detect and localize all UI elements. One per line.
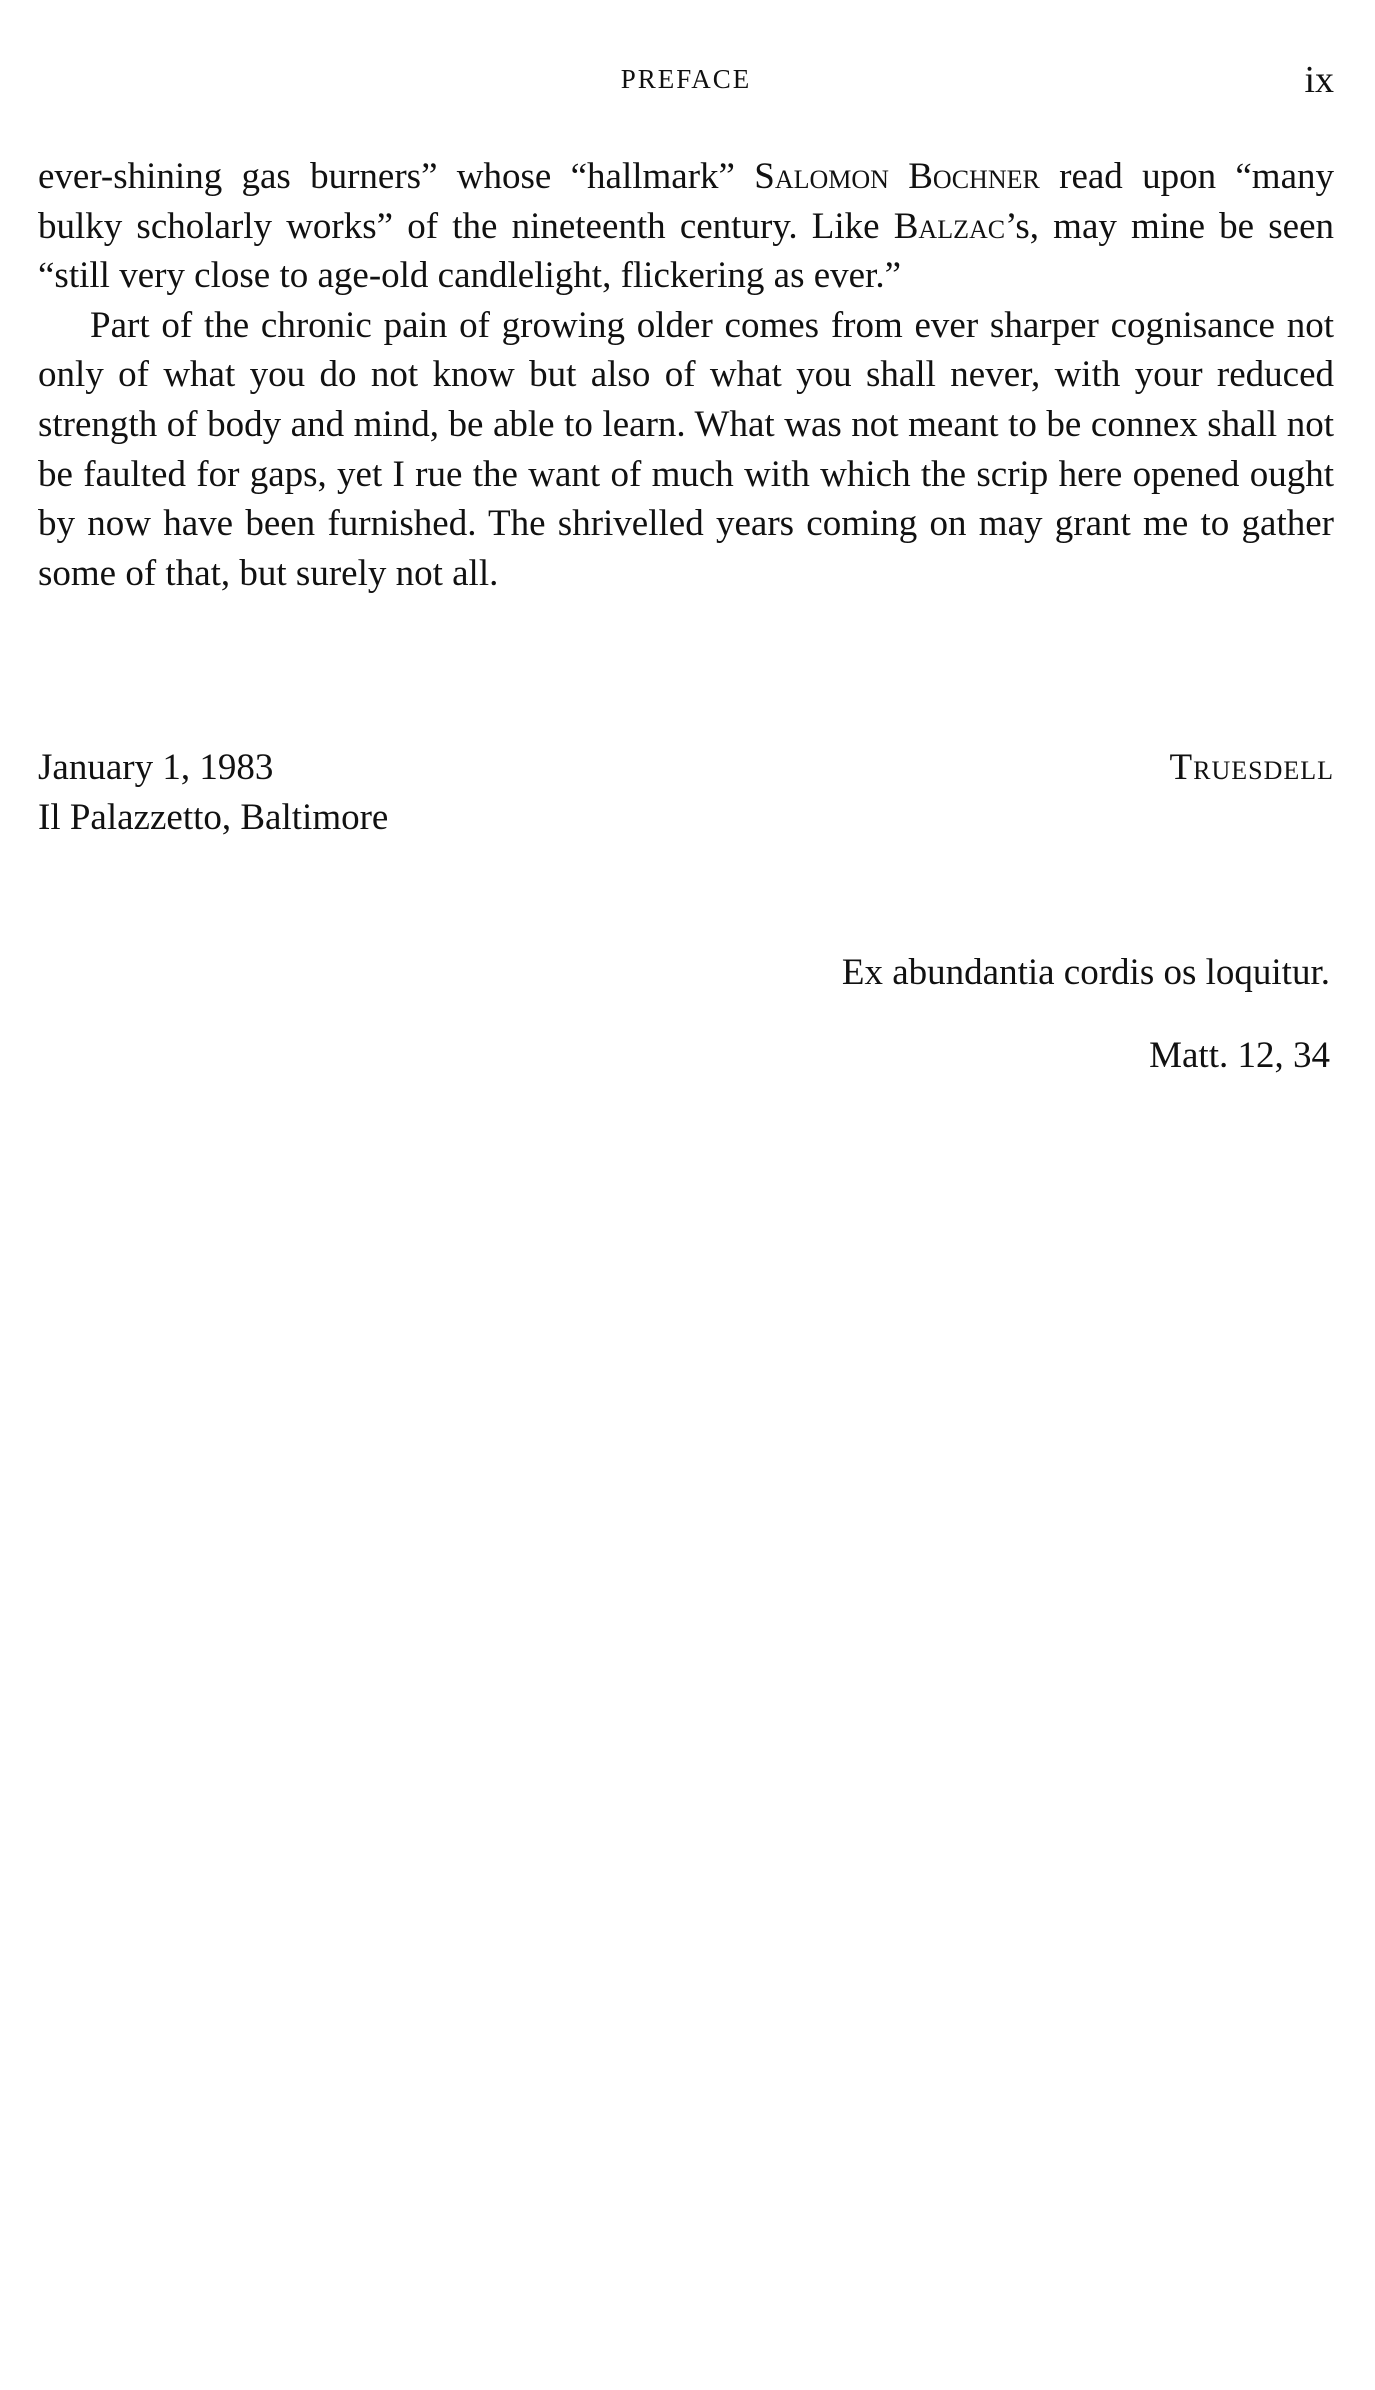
preface-body: [38, 152, 1334, 598]
running-title: PREFACE: [620, 64, 752, 94]
signoff-date: January 1, 1983: [38, 747, 274, 788]
dateline: [38, 743, 388, 842]
epigraph-quote: Ex abundantia cordis os loquitur.: [841, 952, 1330, 993]
person-name-balzac: Balzac: [893, 205, 1006, 247]
epigraph: [842, 948, 1330, 1080]
paragraph-text: ’s, may mine be seen “still very close to age-old candlelight, flickering as ever.”: [38, 205, 1334, 297]
paragraph: Part of the chronic pain of growing older comes from ever sharper cognisance not only of what you do not know but also of what you shall never, with your reduced strength of body and mind, be able to learn. What was not meant to be connex shall not be faulted for gaps, yet I rue the want of much with which the scrip here opened ought by now have been furnished. The shrivelled years coming on may grant me to gather some of that, but surely not all.: [38, 304, 1334, 594]
book-page: [38, 0, 1334, 2390]
page-number: ix: [1304, 59, 1334, 101]
epigraph-source: Matt. 12, 34: [1149, 1035, 1330, 1076]
signoff-place: Il Palazzetto, Baltimore: [38, 796, 389, 838]
paragraph-continued: [38, 152, 1334, 301]
person-name-bochner: Salomon Bochner: [754, 156, 1040, 197]
running-head: [38, 60, 1334, 104]
paragraph-text: read upon “many bulky scholarly works” of the nineteenth century. Like: [38, 156, 1334, 247]
author-signature: Truesdell: [1169, 747, 1334, 788]
paragraph-text: ever-shining gas burners” whose “hallmark”: [38, 156, 755, 197]
